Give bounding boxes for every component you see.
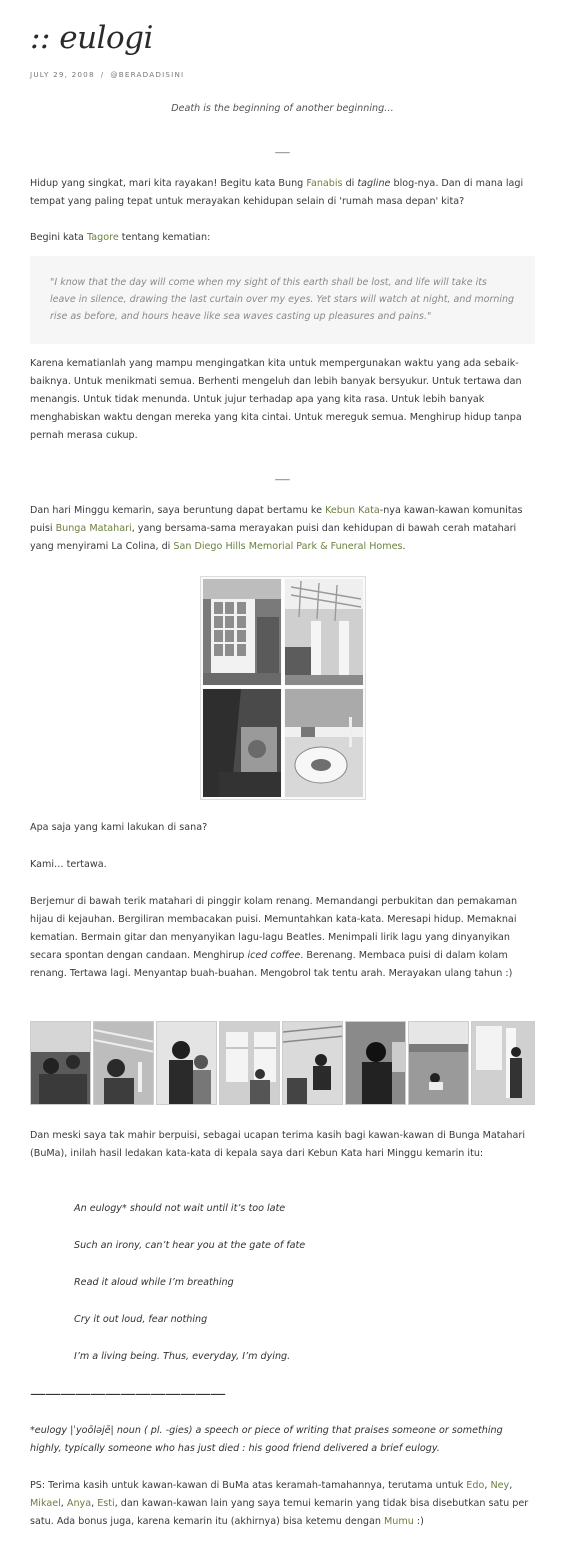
text: . Berenang. Membaca puisi di dalam kolam renang. Tertawa lagi. Menyantap buah-buahan. Mengobrol tak tentu arah. Merayakan ulang tahun :) <box>30 950 513 979</box>
strip-photo-5[interactable] <box>282 1021 343 1105</box>
strip-photo-4[interactable] <box>219 1021 280 1105</box>
link-fanabis[interactable]: Fanabis <box>306 178 343 189</box>
paragraph-3: Karena kematianlah yang mampu mengingatkan kita untuk mempergunakan waktu yang ada sebaik-baiknya. Untuk menikmati semua. Berhenti mengeluh dan lebih banyak bersyukur. Untuk tertawa dan menangis. Untuk tidak menunda. Untuk jujur terhadap apa yang kita rasa. Untuk lebih banyak menghabiskan waktu dengan mereka yang kita cintai. Untuk mereguk semua. Menghirup hidup tanpa pernah merasa cukup. <box>30 358 522 441</box>
photo-strip[interactable] <box>30 1021 535 1105</box>
intro-quote: Death is the beginning of another beginning… <box>171 103 394 114</box>
collage-image <box>201 577 365 799</box>
link-mumu[interactable]: Mumu <box>384 1516 414 1527</box>
postscript <box>30 1477 535 1531</box>
text: Dan hari Minggu kemarin, saya beruntung dapat bertamu ke <box>30 505 326 516</box>
strip-photo-7[interactable] <box>408 1021 469 1105</box>
photo-image <box>409 1022 469 1105</box>
strip-photo-2[interactable] <box>93 1021 154 1105</box>
paragraph-8: Dan meski saya tak mahir berpuisi, sebagai ucapan terima kasih bagi kawan-kawan di Bunga Matahari (BuMa), inilah hasil ledakan kata-kata di kepala saya dari Kebun Kata hari Minggu kemarin itu: <box>30 1130 525 1159</box>
text: di <box>342 178 358 189</box>
link-kebun-kata[interactable]: Kebun Kata <box>325 505 380 516</box>
paragraph-1 <box>30 175 535 211</box>
link-san-diego-hills[interactable]: San Diego Hills Memorial Park & Funeral Homes <box>173 541 403 552</box>
photo-image <box>472 1022 535 1105</box>
photo-image <box>220 1022 280 1105</box>
meta-separator: / <box>100 70 105 79</box>
text: . <box>402 541 406 552</box>
comma: , <box>509 1480 513 1491</box>
link-anya[interactable]: Anya <box>66 1498 92 1509</box>
text: tentang kematian: <box>118 232 211 243</box>
poem-line-5: I’m a living being. Thus, everyday, I’m dying. <box>74 1351 291 1362</box>
photo-image <box>346 1022 406 1105</box>
photo-image <box>31 1022 91 1105</box>
paragraph-7 <box>30 893 535 983</box>
paragraph-5: Apa saja yang kami lakukan di sana? <box>30 822 208 833</box>
post-author[interactable]: @BERADADISINI <box>110 70 185 79</box>
link-ney[interactable]: Ney <box>490 1480 510 1491</box>
text: :) <box>413 1516 424 1527</box>
poem-line-2: Such an irony, can’t hear you at the gate of fate <box>74 1240 306 1251</box>
text: , dan kawan-kawan lain yang saya temui kemarin yang tidak bisa disebutkan satu per satu. Ada bonus juga, karena kemarin itu (akhirnya) bisa ketemu dengan <box>30 1498 529 1527</box>
strip-photo-6[interactable] <box>345 1021 406 1105</box>
photo-image <box>283 1022 343 1105</box>
strip-photo-3[interactable] <box>156 1021 217 1105</box>
photo-image <box>157 1022 217 1105</box>
text: -nya kawan-kawan komunitas puisi <box>30 505 523 534</box>
link-mikael[interactable]: Mikael <box>30 1498 61 1509</box>
strip-photo-8[interactable] <box>471 1021 535 1105</box>
post-title[interactable]: :: eulogi <box>30 20 153 56</box>
text: Begini kata <box>30 232 87 243</box>
paragraph-2 <box>30 229 535 247</box>
post-meta <box>30 66 184 84</box>
footnote: *eulogy |ˈyoōləjē| noun ( pl. -gies) a speech or piece of writing that praises someone or something highly, typically someone who has just died : his good friend delivered a brief eulogy. <box>30 1425 503 1454</box>
text: Berjemur di bawah terik matahari di pinggir kolam renang. Memandangi perbukitan dan pemakaman hijau di kejauhan. Bergiliran membacakan puisi. Memuntahkan kata-kata. Meresapi hidup. Memaknai kematian. Bermain gitar dan menyanyikan lagu-lagu Beatles. Menimpali lirik lagu yang dinyanyikan secara spontan dengan candaan. Menghirup <box>30 896 518 961</box>
link-esti[interactable]: Esti <box>97 1498 115 1509</box>
text: Hidup yang singkat, mari kita rayakan! Begitu kata Bung <box>30 178 307 189</box>
poem-line-3: Read it aloud while I’m breathing <box>74 1277 234 1288</box>
comma: , <box>91 1498 98 1509</box>
comma: , <box>484 1480 491 1491</box>
blockquote: "I know that the day will come when my sight of this earth shall be lost, and life will take its leave in silence, drawing the last curtain over my eyes. Yet stars will watch at night, and morning rise as before, and hours heave like sea waves casting up pleasures and pains." <box>30 256 535 344</box>
paragraph-4 <box>30 502 535 556</box>
text: PS: Terima kasih untuk kawan-kawan di BuMa atas keramah-tamahannya, terutama untuk <box>30 1480 467 1491</box>
text: , yang bersama-sama merayakan puisi dan kehidupan di bawah cerah matahari yang menyirami La Colina, di <box>30 523 517 552</box>
emphasis: tagline <box>357 178 391 189</box>
horizontal-rule: ————————————— <box>30 1384 225 1403</box>
paragraph-6: Kami… tertawa. <box>30 859 107 870</box>
poem-line-4: Cry it out loud, fear nothing <box>74 1314 208 1325</box>
link-bunga-matahari[interactable]: Bunga Matahari <box>55 523 132 534</box>
text: blog-nya. Dan di mana lagi tempat yang paling tepat untuk merayakan kehidupan selain di 'rumah masa depan' kita? <box>30 178 524 207</box>
divider: ___ <box>275 470 290 481</box>
divider: ___ <box>275 143 290 154</box>
comma: , <box>60 1498 67 1509</box>
link-edo[interactable]: Edo <box>466 1480 485 1491</box>
strip-photo-1[interactable] <box>30 1021 91 1105</box>
emphasis: iced coffee <box>247 950 301 961</box>
link-tagore[interactable]: Tagore <box>87 232 119 243</box>
photo-collage[interactable] <box>200 576 366 800</box>
photo-image <box>94 1022 154 1105</box>
poem-line-1: An eulogy* should not wait until it’s too late <box>74 1203 286 1214</box>
post-date[interactable]: JULY 29, 2008 <box>30 70 95 79</box>
